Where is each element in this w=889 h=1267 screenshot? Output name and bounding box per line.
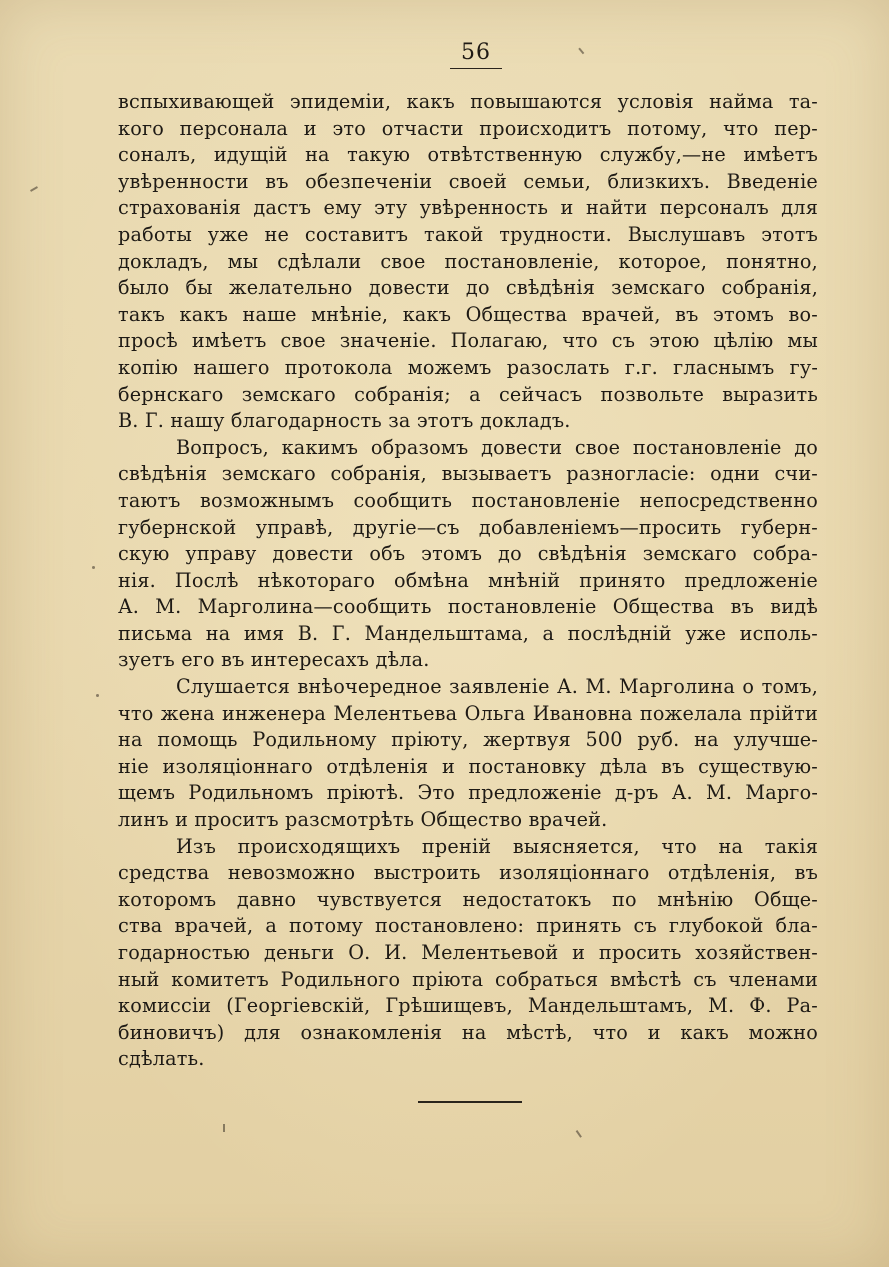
text-line: Слушается внѣочередное заявленіе А. М. Марголина о томъ, — [176, 675, 818, 699]
text-line: что жена инженера Мелентьева Ольга Ивановна пожелала прійти — [118, 701, 818, 725]
end-of-text-rule — [418, 1101, 522, 1103]
text-line: на помощь Родильному пріюту, жертвуя 500 руб. на улучше- — [118, 728, 818, 752]
text-line: комиссіи (Георгіевскій, Грѣшищевъ, Мандельштамъ, М. Ф. Ра- — [118, 994, 818, 1018]
text-line: Вопросъ, какимъ образомъ довести свое постановленіе до — [176, 435, 818, 459]
text-line: соналъ, идущій на такую отвѣтственную службу,—не имѣетъ — [118, 143, 818, 167]
paragraph — [118, 674, 818, 834]
scan-speck — [96, 694, 99, 697]
text-line: докладъ, мы сдѣлали свое постановленіе, которое, понятно, — [118, 249, 818, 273]
text-line: такъ какъ наше мнѣніе, какъ Общества врачей, въ этомъ во- — [118, 302, 818, 326]
scan-speck — [92, 566, 95, 569]
page-number: 56 — [461, 40, 491, 65]
paragraph — [118, 834, 818, 1073]
text-line: А. М. Марголина—сообщить постановленіе Общества въ видѣ — [118, 595, 818, 619]
text-line: ный комитетъ Родильного пріюта собраться вмѣстѣ съ членами — [118, 967, 818, 991]
text-line: было бы желательно довести до свѣдѣнія земскаго собранія, — [118, 276, 818, 300]
text-line: бернскаго земскаго собранія; а сейчасъ позвольте выразить — [118, 382, 818, 406]
scan-speck — [579, 48, 585, 54]
text-line: линъ и проситъ разсмотрѣть Общество врачей. — [118, 808, 608, 832]
text-line: сдѣлать. — [118, 1047, 205, 1071]
text-line: нія. Послѣ нѣкотораго обмѣна мнѣній принято предложеніе — [118, 568, 818, 592]
text-line: вспыхивающей эпидеміи, какъ повышаются условія найма та- — [118, 90, 818, 113]
text-line: скую управу довести объ этомъ до свѣдѣнія земскаго собра- — [118, 542, 818, 566]
paragraph — [118, 435, 818, 674]
text-line: увѣренности въ обезпеченіи своей семьи, близкихъ. Введеніе — [118, 169, 818, 193]
text-line: письма на имя В. Г. Мандельштама, а послѣдній уже исполь- — [118, 621, 818, 645]
text-line: средства невозможно выстроить изоляціоннаго отдѣленія, въ — [118, 861, 818, 885]
text-line: щемъ Родильномъ пріютѣ. Это предложеніе д-ръ А. М. Марго- — [118, 781, 818, 805]
text-line: кого персонала и это отчасти происходитъ потому, что пер- — [118, 116, 818, 140]
text-line: губернской управѣ, другіе—съ добавленіемъ—просить губерн- — [118, 515, 818, 539]
scan-speck — [223, 1124, 225, 1132]
text-line: страхованія дастъ ему эту увѣренность и найти персоналъ для — [118, 196, 818, 220]
text-line: которомъ давно чувствуется недостатокъ по мнѣнію Обще- — [118, 887, 818, 911]
page-number-underline — [450, 68, 502, 69]
text-line: Изъ происходящихъ преній выясняется, что на такія — [176, 834, 818, 858]
paragraph — [118, 89, 818, 435]
text-line: копію нашего протокола можемъ разослать г.г. гласнымъ гу- — [118, 355, 818, 379]
text-line: свѣдѣнія земскаго собранія, вызываетъ разногласіе: одни счи- — [118, 462, 818, 486]
scan-speck — [30, 186, 38, 192]
text-line: ніе изоляціоннаго отдѣленія и постановку дѣла въ существую- — [118, 754, 818, 778]
text-line: таютъ возможнымъ сообщить постановленіе непосредственно — [118, 488, 818, 512]
text-line: работы уже не составитъ такой трудности. Выслушавъ этотъ — [118, 222, 818, 246]
text-line: В. Г. нашу благодарность за этотъ докладъ. — [118, 409, 571, 433]
scan-speck — [576, 1130, 582, 1137]
body-text — [118, 89, 818, 1073]
text-line: ства врачей, а потому постановлено: принять съ глубокой бла- — [118, 914, 818, 938]
text-line: биновичъ) для ознакомленія на мѣстѣ, что и какъ можно — [118, 1020, 818, 1044]
text-line: годарностью деньги О. И. Мелентьевой и просить хозяйствен- — [118, 941, 818, 964]
text-line: зуетъ его въ интересахъ дѣла. — [118, 648, 430, 672]
text-line: просѣ имѣетъ свое значеніе. Полагаю, что съ этою цѣлію мы — [118, 329, 818, 353]
